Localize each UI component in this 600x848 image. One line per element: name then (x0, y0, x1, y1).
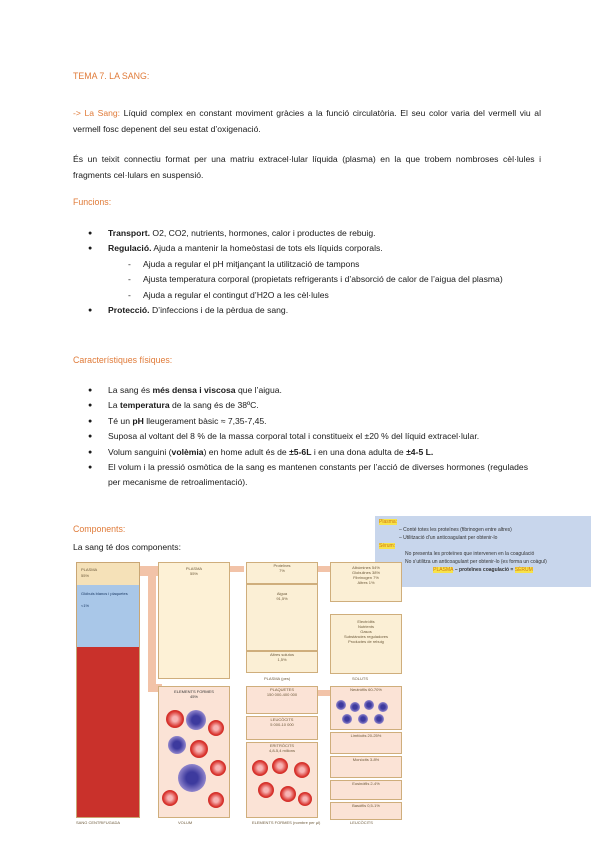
red-cell (162, 790, 178, 806)
protein-types-block: Albúmines 54% Globulines 38% Fibrinogen 7% Altres 1% (330, 562, 402, 602)
eosinophils-block: Eosinòfils 2-4% (330, 780, 402, 800)
plasma-serum-note: Plasma: – Conté totes les proteïnes (fibrinogen entre altres) – Utilització d’un anticoagulant per obtenir-lo Sèrum: No presenta les proteïnes que intervenen en la coagulació No s’utilitza un anticoagulant per obtenir-lo (es forma un coàgul) PLASMA – proteïnes coagulació = SÈRUM (375, 516, 591, 587)
white-cell (342, 714, 352, 724)
list-item: ● Suposa al voltant del 8 % de la massa corporal total i constitueix el ±20 % del líquid extracel·lular. (73, 429, 528, 444)
red-cell (258, 782, 274, 798)
intro-text: Líquid complex en constant moviment gràcies a la funció circulatòria. El seu color varia del vermell viu al vermell fosc depenent del seu estat d’oxigenació. (73, 108, 541, 134)
red-cell (252, 760, 268, 776)
list-item: ● La temperatura de la sang és de 38ºC. (73, 398, 528, 413)
intro-lead: -> La Sang: (73, 108, 121, 118)
serum-label: Sèrum: (379, 543, 396, 549)
intro-paragraph (73, 106, 541, 137)
other-solutes-block: Altres solutos 1,5% (246, 651, 318, 673)
solutes-caption: SOLUTS (352, 676, 369, 681)
serum-line-1: No presenta les proteïnes que intervenen en la coagulació (405, 551, 535, 557)
red-cell (210, 760, 226, 776)
caption-leukocytes: LEUCÒCITS (350, 820, 373, 825)
page-title: TEMA 7. LA SANG: (73, 71, 150, 81)
plasma-weight-caption: PLASMA (pes) (264, 676, 291, 681)
red-cell (190, 740, 208, 758)
list-item: ● El volum i la pressió osmòtica de la sang es mantenen constants per l’acció de diverses hormones (regulades per mecanisme de retroalimentació). (73, 460, 528, 491)
arrow (230, 566, 244, 572)
monocytes-block: Monòcits 3-8% (330, 756, 402, 778)
white-cell (186, 710, 206, 730)
tube-plasma-label: PLASMA (81, 567, 98, 572)
plasma-line-1: Conté totes les proteïnes (fibrinogen entre altres) (403, 527, 512, 533)
leukocytes-block: LEUCÒCITS 5 000-10 000 (246, 716, 318, 740)
list-item: ● La sang és més densa i viscosa que l’aigua. (73, 383, 528, 398)
caracteristiques-list (73, 383, 528, 491)
plasma-line-2: Utilització d’un anticoagulant per obtenir-lo (403, 535, 498, 541)
funcions-heading: Funcions: (73, 197, 112, 207)
red-cell (272, 758, 288, 774)
red-cell (280, 786, 296, 802)
proteins-block: Proteïnes 7% (246, 562, 318, 584)
list-item: ● Té un pH lleugerament bàsic ≈ 7,35-7,45. (73, 414, 528, 429)
arrow (148, 576, 156, 688)
sub-item: - Ajuda a regular el contingut d’H2O a les cèl·lules (73, 288, 528, 303)
caption-volume: VOLUM (178, 820, 193, 825)
arrow (318, 566, 330, 572)
white-cell (168, 736, 186, 754)
serum-line-2: No s’utilitza un anticoagulant per obtenir-lo (es forma un coàgul) (405, 559, 547, 565)
red-cell (208, 720, 224, 736)
buffy-coat: Glòbuls blancs i plaquetes <1% (77, 585, 139, 647)
blood-composition-diagram (68, 560, 408, 828)
components-text: La sang té dos components: (73, 542, 181, 552)
list-item: ● Transport. O2, CO2, nutrients, hormones, calor i productes de rebuig. (73, 226, 543, 241)
arrow (140, 566, 158, 576)
components-heading: Components: (73, 524, 126, 534)
list-item: ● Regulació. Ajuda a mantenir la homeòstasi de tots els líquids corporals. (73, 241, 543, 256)
white-cell (374, 714, 384, 724)
caption-centrifuged: SANG CENTRIFUGADA (76, 820, 121, 825)
red-cell (208, 792, 224, 808)
tube-plasma-pct: 55% (81, 573, 90, 578)
lymphocytes-block: Limfòcits 20-25% (330, 732, 402, 754)
centrifuged-tube (76, 562, 140, 818)
white-cell (378, 702, 388, 712)
sub-item: - Ajusta temperatura corporal (propietats refrigerants i d’absorció de calor de l’aigua del plasma) (73, 272, 528, 287)
definition-paragraph: És un teixit connectiu format per una matriu extracel·lular líquida (plasma) en la que trobem nombroses cèl·lules i fragments cel·lulars en suspensió. (73, 154, 541, 180)
list-item: ● Protecció. D’infeccions i de la pèrdua de sang. (73, 303, 543, 318)
red-cell (298, 792, 312, 806)
solutes-block: Electròlits Nutrients Gasos Substàncies reguladores Productes de rebuig (330, 614, 402, 674)
white-cell (364, 700, 374, 710)
arrow (318, 690, 330, 696)
red-cell (294, 762, 310, 778)
water-block: Aigua 91,5% (246, 584, 318, 651)
plasma-label: Plasma: (379, 519, 398, 525)
white-cell (350, 702, 360, 712)
sub-item: - Ajuda a regular el pH mitjançant la utilització de tampons (73, 257, 528, 272)
white-cell (178, 764, 206, 792)
tube-red-cells (77, 647, 139, 817)
formed-elements-block: ELEMENTS FORMES 45% (158, 686, 230, 818)
erythrocytes-block: ERITRÒCITS 4,8-5,4 milions (246, 742, 318, 818)
list-item: ● Volum sanguini (volèmia) en home adult és de ±5-6L i en una dona adulta de ±4-5 L. (73, 445, 528, 460)
basophils-block: Basòfils 0,5-1% (330, 802, 402, 820)
formula: PLASMA – proteïnes coagulació = SÈRUM (433, 567, 533, 573)
plasma-block: PLASMA 55% (158, 562, 230, 679)
caption-formed-count: ELEMENTS FORMES (nombre per µl) (252, 820, 321, 825)
caracteristiques-heading: Característiques físiques: (73, 355, 173, 365)
white-cell (336, 700, 346, 710)
neutrophils-block: Neutròfils 60-70% (330, 686, 402, 730)
platelets-block: PLAQUETES 150 000-400 000 (246, 686, 318, 714)
red-cell (166, 710, 184, 728)
white-cell (358, 714, 368, 724)
funcions-list (73, 226, 543, 318)
